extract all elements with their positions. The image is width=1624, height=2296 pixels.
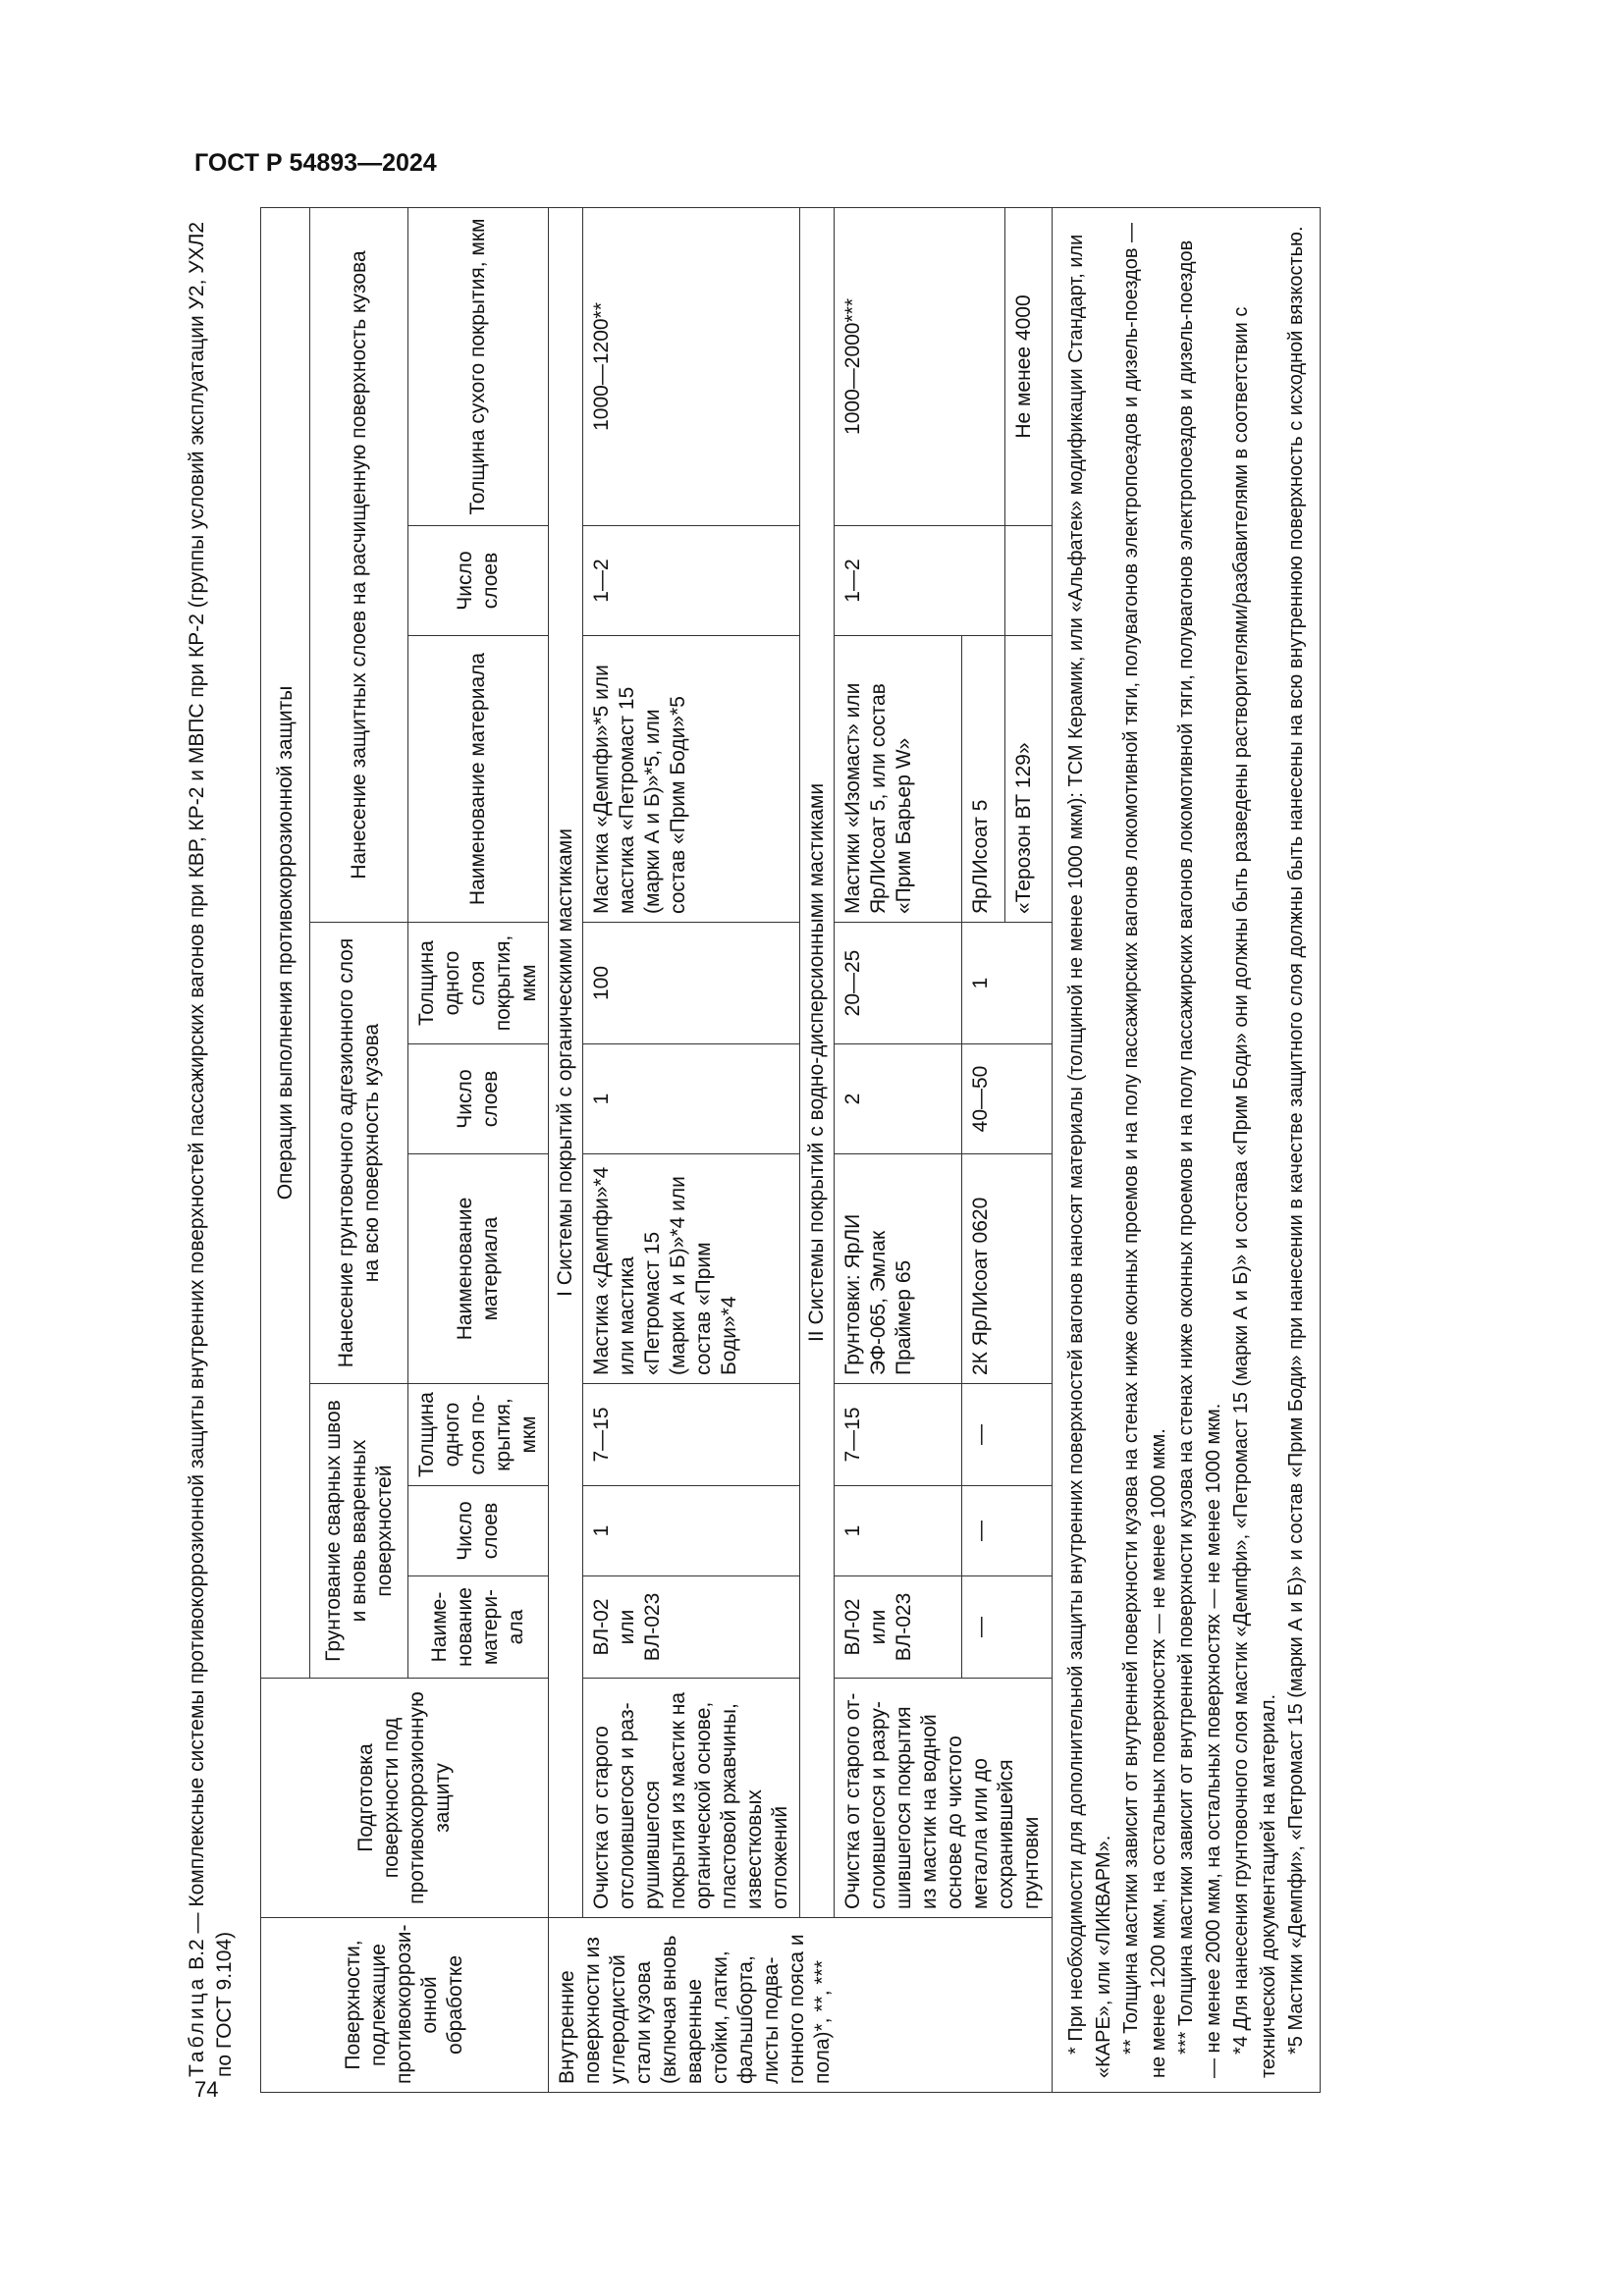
- note-3: *** Толщина мастики зависит от внутренней поверхности кузова на стенах ниже оконных проемов и на полу пассажирских вагонов локомотивной тяги, полувагонов электропоездов и дизель-поездов — не менее 2000 мкм, на остальных поверхностях — не менее 1000 мкм.: [1175, 240, 1224, 2078]
- header-protect-thickness: Толщина сухого покрытия, мкм: [408, 207, 549, 525]
- note-5: *5 Мастики «Демпфи», «Петромаст 15 (марки А и Б)» и состав «Прим Боди» при нанесении в качестве защитного слоя должны быть нанесены на всю внутреннюю поверхность с исходной вязкостью.: [1285, 226, 1307, 2055]
- note-4: *4 Для нанесения грунтовочного слоя мастик «Демпфи», «Петромаст 15 (марки А и Б)» и состава «Прим Боди» они должны быть разведены растворителями/разбавителями в соответствии с технической документацией на материал.: [1230, 306, 1279, 2078]
- weld-material: —: [962, 1576, 1053, 1679]
- header-weld-material: Наименование материала: [408, 1576, 549, 1679]
- caption-label: Таблица: [186, 1975, 208, 2077]
- header-group-protect: Нанесение защитных слоев на расчищенную поверхность кузова: [310, 207, 408, 922]
- protect-material: Мастики «Изомаст» или ЯрЛИсоат 5, или состав «Прим Барьер W»: [835, 636, 962, 923]
- protect-thickness: 1000—1200**: [583, 207, 800, 525]
- table-row: [583, 207, 800, 2092]
- header-protect-material: Наименование материала: [408, 636, 549, 923]
- protect-layers: 1—2: [835, 526, 1005, 636]
- notes-row: [1053, 207, 1321, 2092]
- header-weld-layers: Число слоев: [408, 1486, 549, 1576]
- weld-layers: 1: [583, 1486, 800, 1576]
- header-row-1: [261, 207, 310, 2092]
- protect-layers-empty: [1005, 526, 1053, 636]
- primer-layers: 40—50: [962, 1044, 1053, 1154]
- surface-cell: Внутренние поверхности из углеродистой стали кузова (включая вновь вваренные стойки, латки, фальшборта, листы подвагонного пояса и пола)*, **, ***: [549, 1918, 1053, 2093]
- section-organic-title: I Системы покрытий с органическими мастиками: [549, 207, 583, 1917]
- prep-water: Очистка от старого отслоившегося и разрушившегося покрытия из мастик на водной основе до чистого металла или до сохранившейся грунтовки: [835, 1679, 1053, 1918]
- primer-material: Мастика «Демпфи»*4 или мастика «Петромаст 15 (марки А и Б)»*4 или состав «Прим Боди»*4: [583, 1154, 800, 1384]
- protect-layers: 1—2: [583, 526, 800, 636]
- table-caption: [184, 208, 260, 2093]
- caption-number: В.2: [186, 1939, 208, 1970]
- primer-material: Грунтовки: ЯрЛИ ЭФ-065, Эмлак Праймер 65: [835, 1154, 962, 1384]
- weld-material: ВЛ-02 или ВЛ-023: [583, 1576, 800, 1679]
- note-1: * При необходимости для дополнительной защиты внутренних поверхностей вагонов наносят материалы (толщиной не менее 1000 мкм): ТСМ Керамик, или «Альфатек» модификации Стандарт, или «КАРЕ», или «ЛИКВАРМ».: [1065, 234, 1114, 2078]
- protect-material: Мастика «Демпфи»*5 или мастика «Петромаст 15 (марки А и Б)»*5, или состав «Прим Боди»*5: [583, 636, 800, 923]
- protection-systems-table: [260, 207, 1321, 2093]
- primer-thickness: 100: [583, 923, 800, 1044]
- header-preparation: Подготовка поверхности под противокоррозионную защиту: [261, 1679, 549, 1918]
- weld-material: ВЛ-02 или ВЛ-023: [835, 1576, 962, 1679]
- header-group-welds: Грунтование сварных швов и вновь вваренных поверхностей: [310, 1384, 408, 1679]
- section-water-row: [800, 207, 835, 2092]
- section-organic-row: [549, 207, 583, 2092]
- primer-thickness: 20—25: [835, 923, 962, 1044]
- protect-thickness: Не менее 4000: [1005, 207, 1053, 525]
- primer-layers: 2: [835, 1044, 962, 1154]
- weld-thickness: 7—15: [583, 1384, 800, 1486]
- protect-thickness: 1000—2000***: [835, 207, 1005, 525]
- header-primer-layers: Число слоев: [408, 1044, 549, 1154]
- section-water-title: II Системы покрытий с водно-дисперсионными мастиками: [800, 207, 835, 1917]
- document-code: ГОСТ Р 54893—2024: [194, 149, 437, 177]
- weld-thickness: —: [962, 1384, 1053, 1486]
- header-surfaces: Поверхности, подлежащие противокоррозионной обработке: [261, 1918, 549, 2093]
- rotated-table-page: [184, 208, 1419, 2093]
- header-protect-layers: Число слоев: [408, 526, 549, 636]
- header-primer-thickness: Толщина одного слоя покрытия, мкм: [408, 923, 549, 1044]
- prep-organic: Очистка от старого отслоившегося и разрушившегося покрытия из мастик на органической основе, пластовой ржавчины, известковых отложений: [583, 1679, 800, 1918]
- caption-text: — Комплексные системы противокоррозионной защиты внутренних поверхностей пассажирских вагонов при КВР, КР-2 и МВПС при КР-2 (группы условий эксплуатации У2, УХЛ2 по ГОСТ 9.104): [186, 221, 236, 2077]
- header-operations: Операции выполнения противокоррозионной защиты: [261, 207, 310, 1678]
- weld-layers: 1: [835, 1486, 962, 1576]
- header-group-primer: Нанесение грунтовочного адгезионного слоя на всю поверхность кузова: [310, 923, 408, 1384]
- weld-layers: —: [962, 1486, 1053, 1576]
- table-notes: [1053, 207, 1321, 2092]
- protect-material: «Терозон ВТ 129»: [1005, 636, 1053, 923]
- note-2: ** Толщина мастики зависит от внутренней поверхности кузова на стенах ниже оконных проемов и на полу пассажирских вагонов локомотивной тяги, полувагонов электропоездов и дизель-поездов — не менее 1200 мкм, на остальных поверхностях — не менее 1000 мкм.: [1120, 222, 1169, 2078]
- table-row: [835, 207, 962, 2092]
- header-weld-thickness: Толщина одного слоя покрытия, мкм: [408, 1384, 549, 1486]
- protect-material: ЯрЛИсоат 5: [962, 636, 1005, 923]
- weld-thickness: 7—15: [835, 1384, 962, 1486]
- page-number: 74: [194, 2077, 219, 2102]
- primer-layers: 1: [583, 1044, 800, 1154]
- header-primer-material: Наименование материала: [408, 1154, 549, 1384]
- primer-thickness: 1: [962, 923, 1053, 1044]
- primer-material: 2К ЯрЛИсоат 0620: [962, 1154, 1053, 1384]
